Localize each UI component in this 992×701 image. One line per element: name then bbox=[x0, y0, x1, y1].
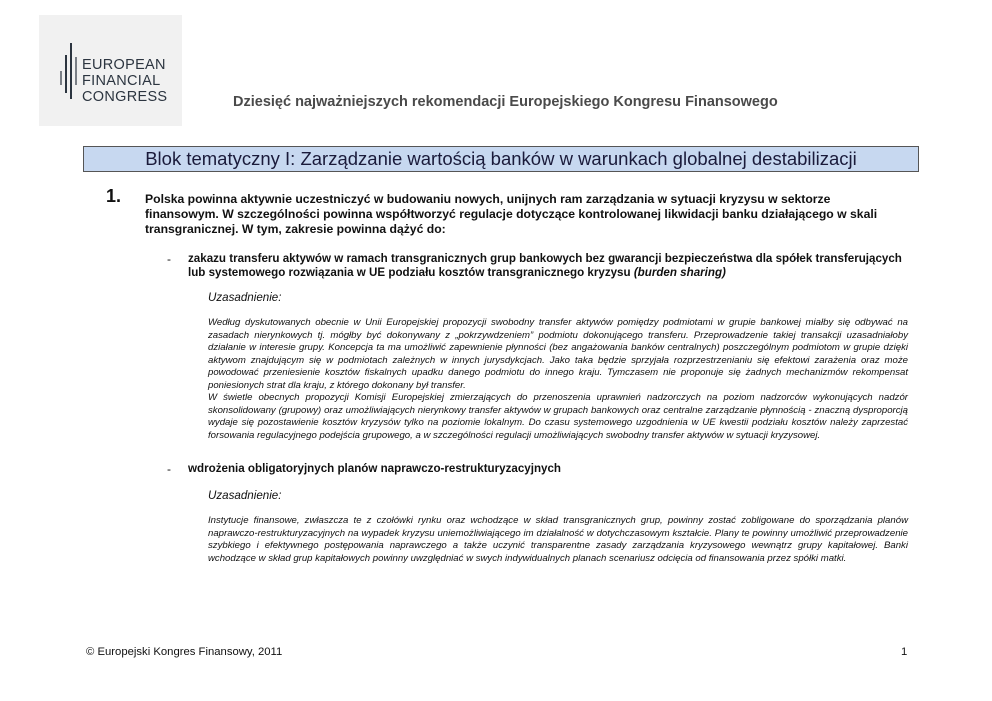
bullet-text-italic: (burden sharing) bbox=[633, 266, 726, 279]
justification-text bbox=[208, 317, 908, 442]
justification-paragraph: Instytucje finansowe, zwłaszcza te z czołówki rynku oraz wchodzące w skład transgranicznych grup, powinny zostać zobligowane do sporządzania planów naprawczo-restrukturyzacyjnych na wypadek kryzysu uniemożliwiającego im działalność w dotychczasowym kształcie. Plany te powinny umożliwić przeprowadzenie szybkiego i efektywnego postępowania naprawczego a także uczynić transparentne zasady zarządzania kryzysowego wewnątrz grupy kapitałowej. Banki wchodzące w skład grup kapitałowych powinny uwzględniać w swych indywidualnych planach scenariusz odcięcia od finansowania przez spółki matki. bbox=[208, 515, 908, 564]
page-header-title: Dziesięć najważniejszych rekomendacji Europejskiego Kongresu Finansowego bbox=[233, 94, 778, 110]
justification-paragraph: W świetle obecnych propozycji Komisji Europejskiej zmierzających do przenoszenia uprawnień nadzorczych na poziom nadzorców wykonujących nadzór skonsolidowany (grupowy) oraz umożliwiających nierynkowy transfer aktywów w grupach bankowych oraz centralne zarządzanie płynnością - znaczną dysproporcją wydaje się pozostawienie kosztów kryzysów tylko na poziomie lokalnym. Do czasu systemowego uzgodnienia w UE kwestii podziału kosztów należy zaprzestać forsowania regulacyjnego podejścia grupowego, a w szczególności regulacji umożliwiających swobodny transfer aktywów w sytuacji kryzysowej. bbox=[208, 392, 908, 441]
recommendation-text: Polska powinna aktywnie uczestniczyć w budowaniu nowych, unijnych ram zarządzania w sytuacji kryzysu w sektorze finansowym. W szczególności powinna współtworzyć regulacje dotyczące kontrolowanej likwidacji banku działającego w skali transgranicznej. W tym, zakresie powinna dążyć do: bbox=[145, 192, 878, 236]
bullet-dash: - bbox=[167, 252, 171, 266]
bullet-text bbox=[188, 252, 908, 280]
justification-label: Uzasadnienie: bbox=[208, 291, 282, 304]
logo-wordmark bbox=[82, 57, 167, 105]
recommendation-number: 1. bbox=[106, 186, 122, 206]
logo-line-1: EUROPEAN bbox=[82, 57, 166, 73]
footer-copyright: © Europejski Kongres Finansowy, 2011 bbox=[86, 646, 283, 658]
justification-paragraph: Według dyskutowanych obecnie w Unii Europejskiej propozycji swobodny transfer aktywów pomiędzy podmiotami w grupie bankowej miałby się odbywać na zasadach nierynkowych tj. mógłby być dokonywany z „pokrzywdzeniem” podmiotu dokonującego transferu. Przeprowadzenie takiej transakcji uzasadniałoby działanie w interesie grupy. Koncepcja ta ma umożliwić zapewnienie płynności (bez angażowania banków centralnych) poszczególnym podmiotom w grupie dzięki aktywom znajdującym się w podmiotach zależnych w innych jurysdykcjach. Jako taka będzie sprzyjała rozprzestrzenianiu się efektowi zarażenia oraz może powodować przeniesienie kosztów fiskalnych upadku danego podmiotu do innego kraju. Tymczasem nie proponuje się żadnych mechanizmów rekompensat poniesionych strat dla kraju, z którego dokonany był transfer. bbox=[208, 317, 908, 391]
page-number: 1 bbox=[901, 646, 908, 658]
logo-line-2: FINANCIAL bbox=[82, 73, 161, 89]
logo bbox=[39, 15, 182, 126]
logo-line-3: CONGRESS bbox=[82, 89, 168, 105]
bullet-text-main: zakazu transferu aktywów w ramach transgranicznych grup bankowych bez gwarancji bezpieczeństwa dla spółek transferujących lub systemowego rozwiązania w UE podziału kosztów transgranicznego kryzysu bbox=[188, 252, 902, 279]
section-title: Blok tematyczny I: Zarządzanie wartością banków w warunkach globalnej destabilizacji bbox=[83, 146, 919, 172]
justification-text bbox=[208, 515, 908, 565]
justification-label: Uzasadnienie: bbox=[208, 489, 282, 502]
bullet-text: wdrożenia obligatoryjnych planów naprawczo-restrukturyzacyjnych bbox=[188, 462, 562, 475]
bullet-dash: - bbox=[167, 462, 171, 476]
